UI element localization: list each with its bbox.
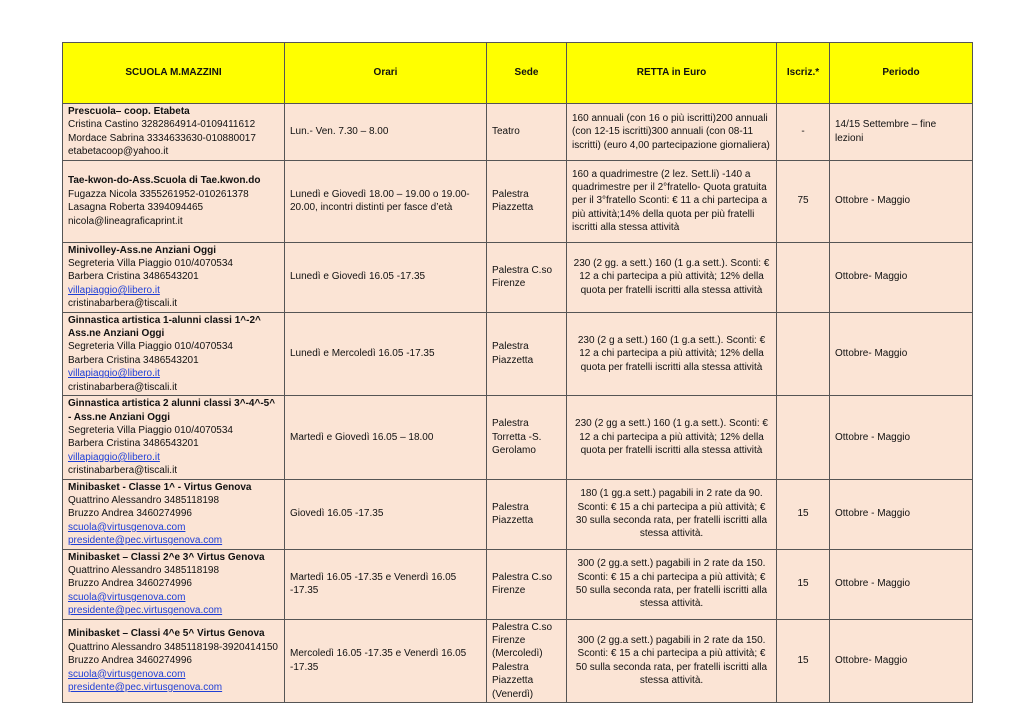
activities-table xyxy=(62,42,973,703)
sede-cell: Palestra C.so Firenze (Mercoledì) Palestra Piazzetta (Venerdì) xyxy=(487,619,567,702)
sede-cell: Palestra Piazzetta xyxy=(487,160,567,242)
table-row xyxy=(63,160,973,242)
orari-cell: Giovedì 16.05 -17.35 xyxy=(285,479,487,549)
periodo-cell: Ottobre - Maggio xyxy=(830,479,973,549)
contact-line: Quattrino Alessandro 3485118198 xyxy=(68,494,220,506)
email-link[interactable]: villapiaggio@libero.it xyxy=(68,368,160,380)
iscriz-cell: 15 xyxy=(777,549,830,619)
retta-cell: 230 (2 gg. a sett.) 160 (1 g.a sett.). Sconti: € 12 a chi partecipa a più attività; 12% della quota per fratelli iscritti alla stessa attività xyxy=(567,242,777,312)
table-row xyxy=(63,242,973,312)
contact-line: Mordace Sabrina 3334633630-010880017 xyxy=(68,132,256,144)
school-cell xyxy=(63,479,285,549)
contact-line: Barbera Cristina 3486543201 xyxy=(68,271,199,283)
table-row xyxy=(63,619,973,702)
table-body xyxy=(63,104,973,703)
activity-title: Prescuola– coop. Etabeta xyxy=(68,106,190,117)
contact-line: Barbera Cristina 3486543201 xyxy=(68,438,199,450)
retta-cell: 180 (1 gg.a sett.) pagabili in 2 rate da 90. Sconti: € 15 a chi partecipa a più attività; € 30 sulla seconda rata, per fratelli iscritti alla stessa attività. xyxy=(567,479,777,549)
school-cell xyxy=(63,396,285,479)
email-link[interactable]: villapiaggio@libero.it xyxy=(68,451,160,463)
activity-title: Minibasket – Classi 4^e 5^ Virtus Genova xyxy=(68,628,265,640)
school-cell xyxy=(63,312,285,395)
iscriz-cell xyxy=(777,396,830,479)
contact-line: Segreteria Villa Piaggio 010/4070534 xyxy=(68,341,233,353)
header-sede: Sede xyxy=(487,43,567,104)
contact-email: cristinabarbera@tiscali.it xyxy=(68,298,178,310)
activity-title: Minibasket - Classe 1^ - Virtus Genova xyxy=(68,481,252,493)
contact-line: etabetacoop@yahoo.it xyxy=(68,146,169,158)
contact-email: cristinabarbera@tiscali.it xyxy=(68,465,178,477)
periodo-cell: Ottobre- Maggio xyxy=(830,242,973,312)
iscriz-cell xyxy=(777,312,830,395)
contact-email: cristinabarbera@tiscali.it xyxy=(68,381,178,393)
activity-title: Tae-kwon-do-Ass.Scuola di Tae.kwon.do xyxy=(68,175,261,187)
iscriz-cell: 15 xyxy=(777,479,830,549)
retta-cell: 160 a quadrimestre (2 lez. Sett.li) -140 a quadrimestre per il 2°fratello- Quota gratuita per il 3°fratello Sconti: € 11 a chi partecipa a più attività;14% della quota per più fratelli iscritti alla stessa attività xyxy=(567,160,777,242)
orari-cell: Martedì e Giovedì 16.05 – 18.00 xyxy=(285,396,487,479)
email-link[interactable]: scuola@virtusgenova.com xyxy=(68,668,186,680)
email-link[interactable]: scuola@virtusgenova.com xyxy=(68,591,186,603)
header-school: SCUOLA M.MAZZINI xyxy=(63,43,285,104)
periodo-cell: Ottobre - Maggio xyxy=(830,396,973,479)
sede-cell: Palestra C.so Firenze xyxy=(487,549,567,619)
table-row xyxy=(63,104,973,161)
sede-cell: Teatro xyxy=(487,104,567,161)
header-retta: RETTA in Euro xyxy=(567,43,777,104)
periodo-cell: Ottobre - Maggio xyxy=(830,549,973,619)
email-link[interactable]: presidente@pec.virtusgenova.com xyxy=(68,681,223,693)
contact-line: Bruzzo Andrea 3460274996 xyxy=(68,655,192,667)
contact-line: Bruzzo Andrea 3460274996 xyxy=(68,508,192,520)
orari-cell: Lunedì e Giovedì 16.05 -17.35 xyxy=(285,242,487,312)
retta-cell: 300 (2 gg.a sett.) pagabili in 2 rate da 150. Sconti: € 15 a chi partecipa a più attività; € 50 sulla seconda rata, per fratelli iscritti alla stessa attività. xyxy=(567,619,777,702)
activity-title: Ginnastica artistica 2 alunni classi 3^-4^-5^ - Ass.ne Anziani Oggi xyxy=(68,398,276,423)
sede-cell: Palestra Piazzetta xyxy=(487,479,567,549)
contact-line: Segreteria Villa Piaggio 010/4070534 xyxy=(68,258,233,270)
school-cell xyxy=(63,619,285,702)
contact-line: Bruzzo Andrea 3460274996 xyxy=(68,578,192,590)
email-link[interactable]: villapiaggio@libero.it xyxy=(68,284,160,296)
contact-line: Quattrino Alessandro 3485118198-3920414150 xyxy=(68,641,278,653)
orari-cell: Martedì 16.05 -17.35 e Venerdì 16.05 -17.35 xyxy=(285,549,487,619)
contact-line: Quattrino Alessandro 3485118198 xyxy=(68,564,220,576)
contact-line: Lasagna Roberta 3394094465 xyxy=(68,202,204,214)
periodo-cell: Ottobre - Maggio xyxy=(830,160,973,242)
header-iscriz: Iscriz.* xyxy=(777,43,830,104)
table-row xyxy=(63,396,973,479)
periodo-cell: Ottobre- Maggio xyxy=(830,619,973,702)
contact-line: Cristina Castino 3282864914-0109411612 xyxy=(68,119,256,131)
header-periodo: Periodo xyxy=(830,43,973,104)
iscriz-cell: - xyxy=(777,104,830,161)
contact-line: Barbera Cristina 3486543201 xyxy=(68,354,199,366)
contact-line: nicola@lineagraficaprint.it xyxy=(68,215,183,227)
table-row xyxy=(63,312,973,395)
retta-cell: 230 (2 gg a sett.) 160 (1 g.a sett.). Sconti: € 12 a chi partecipa a più attività; 12% della quota per fratelli iscritti alla stessa attività xyxy=(567,396,777,479)
school-cell xyxy=(63,549,285,619)
retta-cell: 300 (2 gg.a sett.) pagabili in 2 rate da 150. Sconti: € 15 a chi partecipa a più attività; € 50 sulla seconda rata, per fratelli iscritti alla stessa attività. xyxy=(567,549,777,619)
periodo-cell: 14/15 Settembre – fine lezioni xyxy=(830,104,973,161)
contact-line: Segreteria Villa Piaggio 010/4070534 xyxy=(68,424,233,436)
table-header xyxy=(63,43,973,104)
email-link[interactable]: presidente@pec.virtusgenova.com xyxy=(68,535,223,547)
orari-cell: Mercoledì 16.05 -17.35 e Venerdì 16.05 -17.35 xyxy=(285,619,487,702)
periodo-cell: Ottobre- Maggio xyxy=(830,312,973,395)
activity-title: Ginnastica artistica 1-alunni classi 1^-2^ Ass.ne Anziani Oggi xyxy=(68,314,261,340)
iscriz-cell: 75 xyxy=(777,160,830,242)
contact-line: Fugazza Nicola 3355261952-010261378 xyxy=(68,188,249,200)
email-link[interactable]: scuola@virtusgenova.com xyxy=(68,521,186,533)
school-cell xyxy=(63,104,285,161)
sede-cell: Palestra Torretta -S. Gerolamo xyxy=(487,396,567,479)
orari-cell: Lunedì e Mercoledì 16.05 -17.35 xyxy=(285,312,487,395)
orari-cell: Lunedì e Giovedì 18.00 – 19.00 o 19.00-20.00, incontri distinti per fasce d’età xyxy=(285,160,487,242)
iscriz-cell xyxy=(777,242,830,312)
sede-cell: Palestra C.so Firenze xyxy=(487,242,567,312)
school-cell xyxy=(63,160,285,242)
retta-cell: 160 annuali (con 16 o più iscritti)200 annuali (con 12-15 iscritti)300 annuali (con 08-11 iscritti) (euro 4,00 partecipazione giornaliera) xyxy=(567,104,777,161)
retta-cell: 230 (2 g a sett.) 160 (1 g.a sett.). Sconti: € 12 a chi partecipa a più attività; 12% della quota per fratelli iscritti alla stessa attività xyxy=(567,312,777,395)
activity-title: Minibasket – Classi 2^e 3^ Virtus Genova xyxy=(68,551,265,563)
iscriz-cell: 15 xyxy=(777,619,830,702)
school-cell xyxy=(63,242,285,312)
activity-title: Minivolley-Ass.ne Anziani Oggi xyxy=(68,244,216,256)
sede-cell: Palestra Piazzetta xyxy=(487,312,567,395)
orari-cell: Lun.- Ven. 7.30 – 8.00 xyxy=(285,104,487,161)
email-link[interactable]: presidente@pec.virtusgenova.com xyxy=(68,605,223,617)
header-orari: Orari xyxy=(285,43,487,104)
table-row xyxy=(63,479,973,549)
table-row xyxy=(63,549,973,619)
